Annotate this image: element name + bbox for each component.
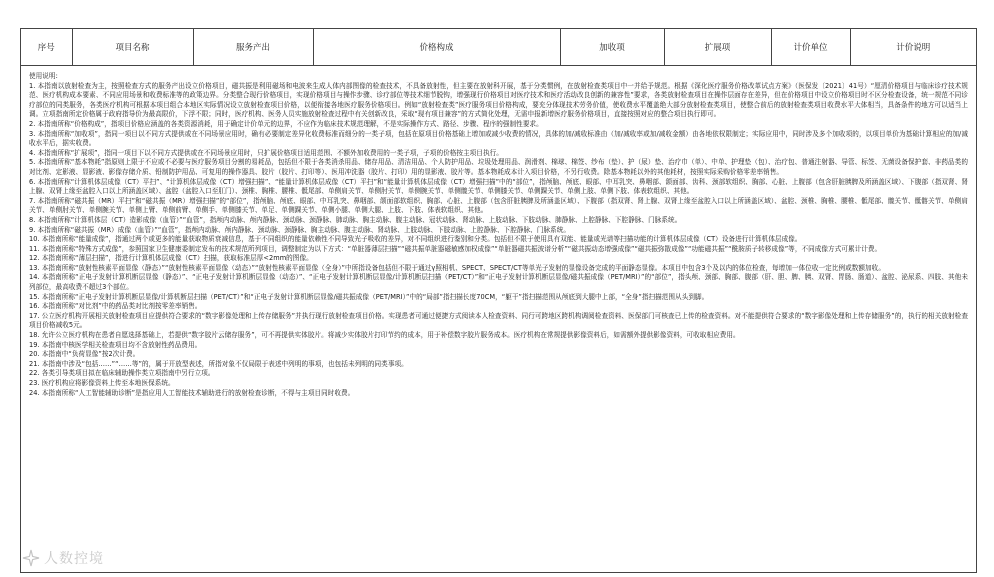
usage-note-item: 8. 本指南所称“计算机体层（CT）造影成像（血管）”“血管”，指颅内动脉、颅内静脉、颈动脉、颈静脉、肺动脉、胸主动脉、腹主动脉、冠状动脉、肾动脉、上肢动脉、下肢动脉、肺静脉、上腔静脉、下腔静脉、门脉系统。	[29, 215, 682, 224]
table-header	[21, 29, 976, 66]
usage-note-item: 23. 医疗机构应将影像资料上传至本地医保系统。	[29, 379, 175, 387]
usage-note-item: 1. 本指南以放射检查为主，按照检查方式的服务产出设立价格项目，磁共振是利用磁场和电波来生成人体内部图像的检查技术，不具备放射性，但主要在放射科开展，基于分类惯例，在放射检查类项目中一并给予规范。根据《深化医疗服务价格改革试点方案》（医保发〔2021〕41号）“厘清价格项目与临床诊疗技术规范、医疗机构成本要素、不同应用场景和收费标准等的政策边界。分类整合现行价格项目，实现价格项目与操作步骤、诊疗部位等技术细节脱钩，增强现行价格项目对医疗技术和医疗活动改良创新的兼容性”要求，各类放射检查项目在操作层面存在差异，但在价格项目中设立价格项目时不区分检查设备，统一规范不同诊疗部位的同类服务，各类医疗机构可根据本项目组合本地区实际情况设立放射检查项目价格，以便衔接各地医疗服务价格项目。例如“放射检查类”医疗服务项目价格构成，要充分体现技术劳务价值，使收费水平覆盖绝大部分放射检查类项目，使整合前后的放射检查类项目收费水平大体相当，具备条件的地方可以适当上调。立项指南所定价格属于政府指导价为最高限价，下浮不限；同时，医疗机构、医务人员实施放射检查过程中有关创新改良，采取“现有项目兼容”的方式简化处理，无需申报新增医疗服务价格项目，直接按照对应的整合项目执行即可。	[29, 81, 968, 119]
usage-note-item: 11. 本指南所称“特殊方式成像”，参照国家卫生健康委制定发布的技术规范所列项目，调整制定为以下方式：“单脏器薄层扫描”“磁共振单脏器磁敏感加权成像”“单脏器磁共振波谱分析”“磁共振动态增强成像”“磁共振弥散成像”“功能磁共振”“酰胺质子转移成像”等，不同成像方式可累计计费。	[29, 244, 882, 253]
usage-note-item: 22. 各类引导类项目拟在临床辅助操作类立项指南中另行立项。	[29, 369, 215, 378]
usage-note-item: 19. 本指南中核医学相关检查项目均不含放射性药品费用。	[29, 340, 202, 349]
usage-note-item: 14. 本指南所称“正电子发射计算机断层显像（静态）”、“正电子发射计算机断层显像（动态）”、“正电子发射计算机断层显像/计算机断层扫描（PET/CT）”和“正电子发射计算机断层显像/磁共振成像（PET/MRI）”的“部位”，指头颅、颈部、胸部、腹部（肝、胆、脾、胰、双肾、胃肠、肠道）、盆腔、泌尿系、四肢、其他未列部位，最高收费不超过3个部位。	[29, 273, 968, 292]
col-header-pricing-unit: 计价单位	[771, 29, 850, 66]
usage-note-item: 17. 公立医疗机构开展相关放射检查项目应提供符合要求的“数字影像处理和上传存储服务”并执行现行放射检查项目价格。实现患者可通过便捷方式阅读本人检查资料、同行可跨地区跨机构调阅检查资料、医保部门可核查已上传的检查资料。对不能提供符合要求的“数字影像处理和上传存储服务”的，执行的相关放射检查项目价格减收5元。	[29, 311, 968, 330]
pricing-guide-table-frame	[20, 28, 977, 573]
usage-note-item: 3. 本指南所称“加收项”，指同一项目以不同方式提供或在不同场景应用时，确有必要制定差异化收费标准而细分的一类子项，包括在原项目价格基础上增加或减少收费的情况，具体的加/减收标准由（加/减收率或加/减收金额）由各地依权限制定；实际应用中，同时涉及多个加收项的，以项目单价为基础计算相应的加/减收水平后，据实收费。	[29, 129, 968, 148]
usage-notes-list	[29, 82, 968, 399]
usage-notes	[21, 66, 976, 398]
usage-note-item: 6. 本指南所称“计算机体层成像（CT）平扫”、“计算机体层成像（CT）增强扫描”、“能量计算机体层成像（CT）平扫”和“能量计算机体层成像（CT）增强扫描”中的“部位”，指颅脑、颅底、眼部、中耳乳突、鼻咽部、颌面部、齿科、颈部软组织、胸部、心脏、上腹部（包含肝脏胰脾及所涵盖区域）、下腹部（指双肾、肾上腺、双肾上缘至盆腔入口以上所涵盖区域）、盆腔（盆腔入口至肛门）、颈椎、胸椎、腰椎、骶尾部、单侧肩关节、单侧肘关节、单侧腕关节、单侧髋关节、单侧膝关节、单侧踝关节、单侧上肢、单侧下肢、体表软组织、其他。	[29, 177, 968, 196]
usage-notes-heading: 使用说明:	[29, 72, 58, 80]
watermark	[22, 548, 104, 568]
col-header-extension: 扩展项	[664, 29, 771, 66]
usage-note-item: 15. 本指南所称“正电子发射计算机断层显像/计算机断层扫描（PET/CT）”和“正电子发射计算机断层显像/磁共振成像（PET/MRI）”中的“局部”指扫描长度70CM，“躯干”指扫描范围从颅底到大腿中上部，“全身”指扫描范围从头到脚。	[29, 292, 709, 301]
col-header-service-output: 服务产出	[193, 29, 313, 66]
usage-note-item: 18. 允许公立医疗机构在患者自愿选择基础上，若提供“数字胶片云储存服务”，可不再提供实体胶片。将减少实体胶片打印节约的成本，用于补偿数字胶片服务成本。医疗机构在常规提供影像资料后，如需额外提供影像资料，可收取相应费用。	[29, 331, 740, 340]
usage-note-item: 9. 本指南所称“磁共振（MR）成像（血管）”“血管”，指颅内动脉、颅内静脉、颈动脉、颈静脉、胸主动脉、腹主动脉、肾动脉、上肢动脉、下肢动脉、上腔静脉、下腔静脉、门脉系统。	[29, 225, 571, 234]
usage-note-item: 2. 本指南所称“价格构成”，指项目价格应涵盖的各类资源消耗，用于确定计价单元的边界，不应作为临床技术规范理解，不是实际操作方式、路径、步骤、程序的强制性要求。	[29, 119, 543, 128]
col-header-index: 序号	[21, 29, 72, 66]
col-header-price-composition: 价格构成	[313, 29, 560, 66]
usage-note-item: 21. 本指南中涉及“包括……”“……等”的，属于开放型表述，所指对象不仅局限于表述中列明的事项，也包括未列明的同类事项。	[29, 359, 408, 368]
usage-note-item: 16. 本指南所称“对比剂”中的药品类对比剂按零差率销售。	[29, 302, 202, 311]
usage-note-item: 24. 本指南所称“人工智能辅助诊断”是指应用人工智能技术辅助进行的放射检查诊断，不得与主项目同时收费。	[29, 388, 355, 397]
sparkle-logo-icon	[22, 549, 40, 567]
usage-note-item: 4. 本指南所称“扩展项”，指同一项目下以不同方式提供或在不同场景应用时，只扩展价格项目适用范围、不额外加收费用的一类子项，子项的价格按主项目执行。	[29, 148, 503, 157]
usage-note-item: 20. 本指南中“负荷显像”按2次计费。	[29, 350, 140, 359]
usage-note-item: 5. 本指南所称“基本物耗”指原则上限于不应或不必要与医疗服务项目分割的易耗品，包括但不限于各类消杀用品、储存用品、清洁用品、个人防护用品、垃圾处理用品、润滑剂、棉球、棉签、纱布（垫）、护（尿）垫、治疗巾（单）、中单、护理垫（包）、治疗包、普通注射器、导管、标签、无菌设备保护套、非药品类的对比剂、定影液、显影液、影像存储介质、铅制防护用品、可复用的操作器具、胶片（胶片、打印等）、医用冲洗器（胶片、打印）用的显影液、胶片等。基本物耗成本计入项目价格，不另行收费。除基本物耗以外的其他耗材，按照实际采购价格零差率销售。	[29, 158, 968, 176]
usage-note-item: 12. 本指南所称“薄层扫描”，指进行计算机体层成像（CT）扫描，获取标准层厚<2mm的图像。	[29, 254, 313, 263]
col-header-surcharge: 加收项	[560, 29, 664, 66]
usage-note-item: 10. 本指南所称“能量成像”，指通过两个或更多的能量获取物质衰减信息，基于不同组织的能量依赖性不同导致光子吸收的差异，对不同组织进行鉴别和分类。包括但不限于使用具有双能、能量或光谱等扫描功能的计算机体层成像（CT）设备进行计算机体层成像。	[29, 235, 802, 244]
usage-note-item: 13. 本指南所称“放射性核素平面显像（静态）”“放射性核素平面显像（动态）”“放射性核素平面显像（全身）”中所指设备包括但不限于通过γ照相机、SPECT、SPECT/CT等单光子发射的显像设备完成的平面静态显像。本项目中包含3个及以内的体位检查，每增加一体位收一定比例或数额加收。	[29, 263, 885, 272]
watermark-text: 人数控境	[44, 551, 104, 567]
col-header-pricing-notes: 计价说明	[850, 29, 976, 66]
usage-note-item: 7. 本指南所称“磁共振（MR）平扫”和“磁共振（MR）增强扫描”的“部位”，指颅脑、颅底、眼部、中耳乳突、鼻咽部、颌面部软组织、胸部、心脏、上腹部（包含肝脏胰脾及所涵盖区域）、下腹部（指双肾、肾上腺、双肾上缘至盆腔入口以上所涵盖区域）、盆腔、颈椎、胸椎、腰椎、骶尾部、髋关节、骶髂关节、单侧肩关节、单侧肘关节、单侧腕关节、单侧上臂、单侧前臂、单侧手、单侧膝关节、单足、单侧踝关节、单侧小腿、单侧大腿、上肢、下肢、体表软组织、其他。	[29, 196, 968, 215]
col-header-item-name: 项目名称	[72, 29, 193, 66]
